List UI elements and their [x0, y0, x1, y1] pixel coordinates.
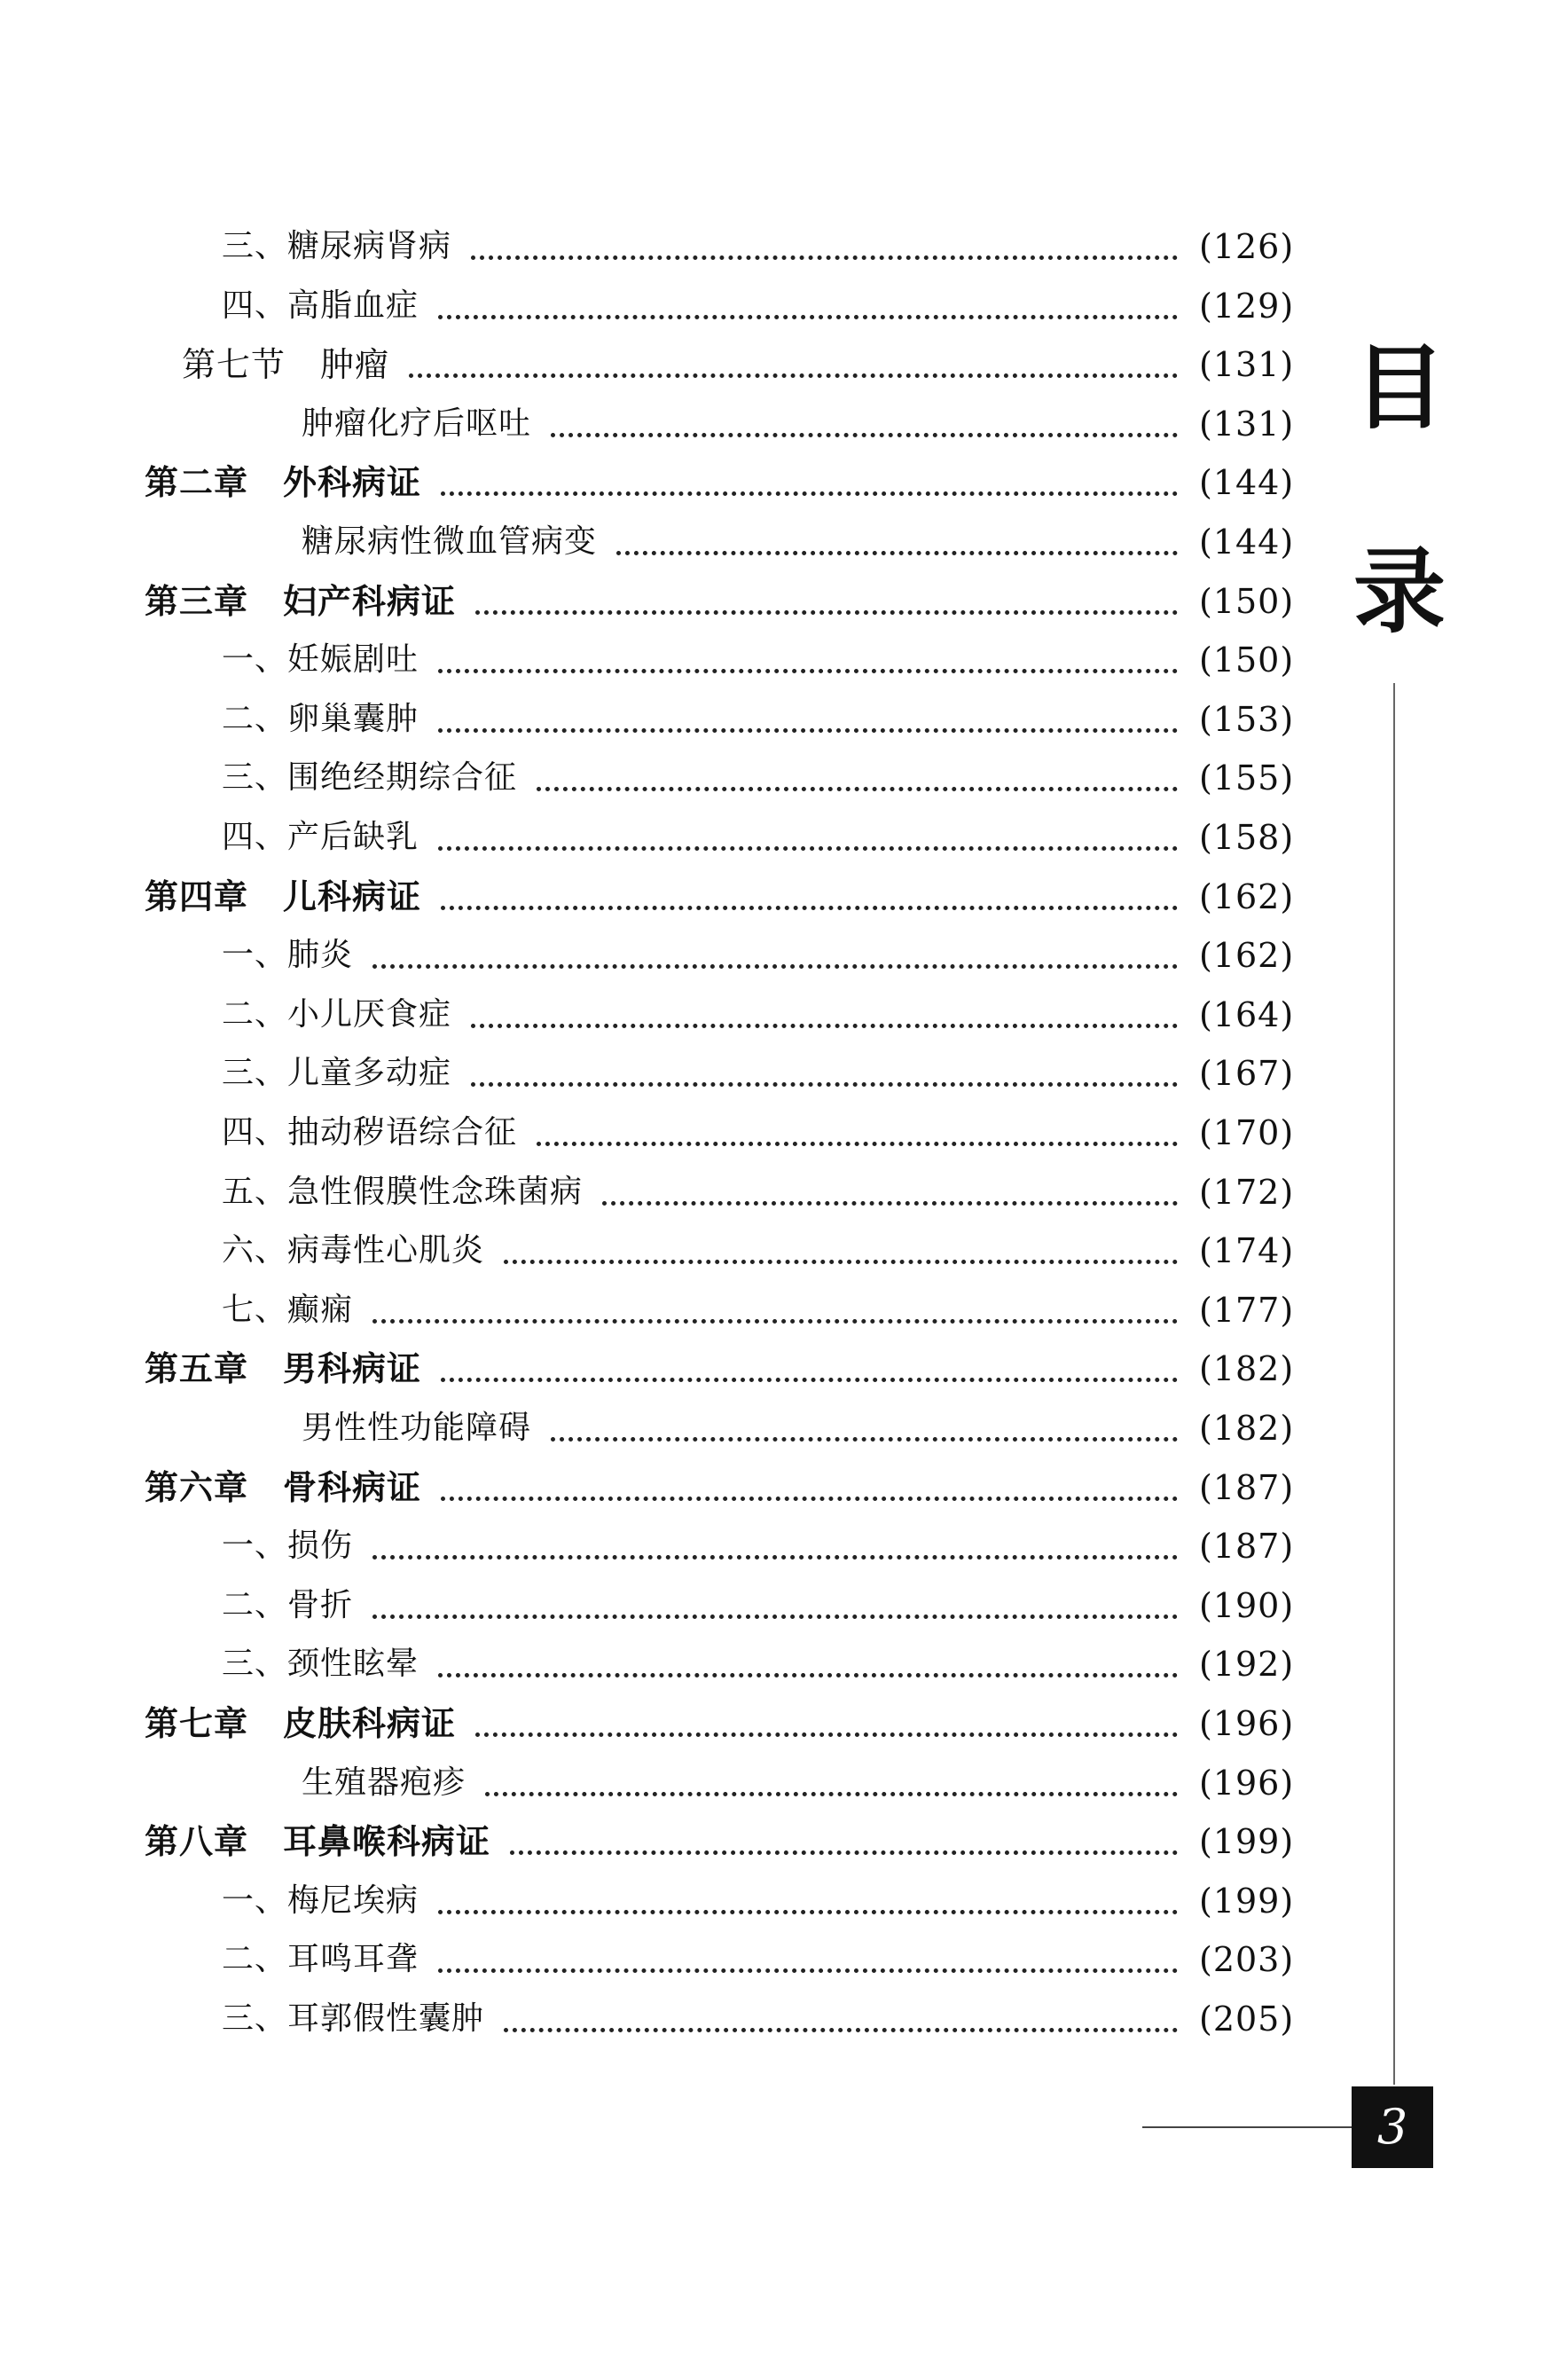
toc-entry: [0, 1461, 1568, 1514]
toc-entry: [0, 1638, 1568, 1691]
toc-entry-title: 三、糖尿病肾病: [222, 228, 452, 264]
toc-dot-leader: [372, 1555, 1178, 1560]
toc-entry-page: (144): [1199, 463, 1295, 502]
toc-dot-leader: [551, 433, 1178, 437]
toc-entry: [0, 929, 1568, 982]
toc-entry-page: (170): [1199, 1113, 1295, 1152]
toc-dot-leader: [616, 551, 1178, 555]
toc-entry: [0, 1874, 1568, 1928]
toc-dot-leader: [372, 1319, 1178, 1324]
toc-entry-title: 七、癫痫: [222, 1292, 354, 1328]
toc-entry-page: (187): [1199, 1468, 1295, 1507]
toc-entry-title: 男性性功能障碍: [302, 1410, 532, 1446]
toc-entry-page: (174): [1199, 1231, 1295, 1270]
toc-dot-leader: [504, 1260, 1178, 1264]
toc-entry: [0, 870, 1568, 923]
toc-entry-page: (199): [1199, 1822, 1295, 1861]
toc-entry-page: (129): [1199, 287, 1295, 326]
toc-dot-leader: [471, 255, 1178, 260]
toc-entry-page: (150): [1199, 640, 1295, 680]
side-title-char-1: 目: [1352, 334, 1446, 442]
toc-entry: [0, 1992, 1568, 2046]
toc-entry: [0, 1579, 1568, 1632]
toc-dot-leader: [441, 491, 1178, 496]
toc-entry-title: 五、急性假膜性念珠菌病: [222, 1174, 584, 1210]
footer-rule: [1142, 2126, 1352, 2128]
toc-entry-page: (182): [1199, 1349, 1295, 1388]
toc-dot-leader: [602, 1201, 1178, 1206]
toc-entry: [0, 1933, 1568, 1986]
toc-entry-page: (187): [1199, 1527, 1295, 1566]
toc-entry: [0, 1047, 1568, 1100]
toc-entry-title: 第七章 皮肤科病证: [145, 1704, 457, 1743]
toc-entry-title: 六、病毒性心肌炎: [222, 1232, 485, 1269]
toc-entry: [0, 811, 1568, 864]
toc-entry-title: 第七节 肿瘤: [182, 345, 390, 384]
toc-entry: [0, 751, 1568, 805]
toc-entry-title: 三、耳郭假性囊肿: [222, 2000, 485, 2037]
toc-entry-page: (203): [1199, 1940, 1295, 1979]
toc-entry-title: 糖尿病性微血管病变: [302, 523, 598, 560]
toc-dot-leader: [485, 1792, 1178, 1796]
toc-dot-leader: [409, 373, 1178, 378]
toc-dot-leader: [438, 1968, 1178, 1973]
toc-dot-leader: [438, 728, 1178, 733]
toc-entry: [0, 633, 1568, 687]
toc-entry: [0, 1342, 1568, 1395]
toc-entry: [0, 515, 1568, 569]
toc-entry: [0, 575, 1568, 628]
toc-entry-page: (196): [1199, 1704, 1295, 1743]
toc-entry: [0, 693, 1568, 746]
toc-entry-page: (131): [1199, 345, 1295, 384]
toc-dot-leader: [438, 1673, 1178, 1677]
toc-entry-title: 二、小儿厌食症: [222, 996, 452, 1033]
toc-entry-title: 四、产后缺乳: [222, 819, 419, 855]
toc-entry-title: 第二章 外科病证: [145, 463, 422, 502]
toc-dot-leader: [438, 1910, 1178, 1914]
toc-dot-leader: [471, 1082, 1178, 1087]
toc-entry-page: (162): [1199, 877, 1295, 916]
toc-entry-title: 第八章 耳鼻喉科病证: [145, 1822, 491, 1861]
toc-entry-title: 一、梅尼埃病: [222, 1882, 419, 1919]
side-vertical-rule: [1393, 683, 1395, 2085]
toc-dot-leader: [537, 787, 1178, 791]
toc-entry-title: 第五章 男科病证: [145, 1349, 422, 1388]
toc-entry: [0, 988, 1568, 1041]
toc-entry: [0, 1756, 1568, 1810]
toc-entry-title: 第四章 儿科病证: [145, 877, 422, 916]
toc-entry-page: (167): [1199, 1054, 1295, 1093]
toc-entry-title: 二、卵巢囊肿: [222, 701, 419, 737]
toc-entry-title: 四、高脂血症: [222, 287, 419, 324]
page-number-badge: 3: [1352, 2086, 1433, 2168]
toc-entry: [0, 1166, 1568, 1219]
toc-entry: [0, 279, 1568, 333]
toc-dot-leader: [372, 1615, 1178, 1619]
toc-entry-title: 第六章 骨科病证: [145, 1468, 422, 1507]
toc-entry-title: 四、抽动秽语综合征: [222, 1114, 518, 1151]
toc-entry-page: (192): [1199, 1645, 1295, 1684]
toc-entry: [0, 1402, 1568, 1455]
toc-entry-title: 一、肺炎: [222, 937, 354, 973]
toc-entry: [0, 456, 1568, 509]
toc-entry-page: (199): [1199, 1882, 1295, 1921]
toc-entry-title: 三、围绝经期综合征: [222, 759, 518, 796]
side-title-char-2: 录: [1352, 538, 1446, 646]
toc-entry-title: 一、损伤: [222, 1528, 354, 1564]
toc-entry-page: (190): [1199, 1586, 1295, 1625]
toc-entry-page: (205): [1199, 2000, 1295, 2039]
toc-entry-page: (153): [1199, 700, 1295, 739]
toc-dot-leader: [438, 669, 1178, 673]
toc-dot-leader: [475, 1732, 1178, 1737]
toc-entry-page: (144): [1199, 522, 1295, 562]
toc-entry-page: (164): [1199, 995, 1295, 1034]
toc-entry-title: 肿瘤化疗后呕吐: [302, 405, 532, 442]
toc-dot-leader: [475, 610, 1178, 615]
toc-entry-title: 三、儿童多动症: [222, 1055, 452, 1091]
toc-dot-leader: [372, 964, 1178, 969]
toc-dot-leader: [504, 2028, 1178, 2032]
toc-dot-leader: [551, 1437, 1178, 1442]
toc-dot-leader: [441, 1378, 1178, 1382]
toc-dot-leader: [537, 1142, 1178, 1146]
toc-dot-leader: [471, 1024, 1178, 1028]
toc-entry: [0, 1106, 1568, 1159]
toc-dot-leader: [438, 846, 1178, 851]
toc-entry-page: (162): [1199, 936, 1295, 975]
toc-entry-title: 一、妊娠剧吐: [222, 641, 419, 678]
toc-entry: [0, 1284, 1568, 1337]
toc-entry-page: (182): [1199, 1409, 1295, 1448]
toc-entry-title: 三、颈性眩晕: [222, 1646, 419, 1682]
toc-entry-page: (131): [1199, 405, 1295, 444]
toc-entry-page: (155): [1199, 758, 1295, 797]
toc-dot-leader: [438, 315, 1178, 319]
toc-entry: [0, 220, 1568, 273]
toc-dot-leader: [510, 1850, 1178, 1855]
toc-entry-page: (177): [1199, 1291, 1295, 1330]
toc-entry-page: (196): [1199, 1764, 1295, 1803]
toc-entry: [0, 1697, 1568, 1750]
toc-dot-leader: [441, 906, 1178, 910]
toc-entry-page: (126): [1199, 227, 1295, 266]
toc-entry-title: 二、耳鸣耳聋: [222, 1941, 419, 1977]
toc-entry: [0, 1224, 1568, 1277]
toc-entry-page: (158): [1199, 818, 1295, 857]
toc-entry-title: 生殖器疱疹: [302, 1764, 466, 1801]
toc-entry-page: (150): [1199, 582, 1295, 621]
toc-entry-title: 二、骨折: [222, 1587, 354, 1623]
toc-entry: [0, 338, 1568, 391]
toc-entry-page: (172): [1199, 1173, 1295, 1212]
toc-entry: [0, 1520, 1568, 1573]
toc-dot-leader: [441, 1497, 1178, 1501]
toc-entry-title: 第三章 妇产科病证: [145, 582, 457, 621]
toc-entry: [0, 1815, 1568, 1868]
toc-entry: [0, 397, 1568, 451]
